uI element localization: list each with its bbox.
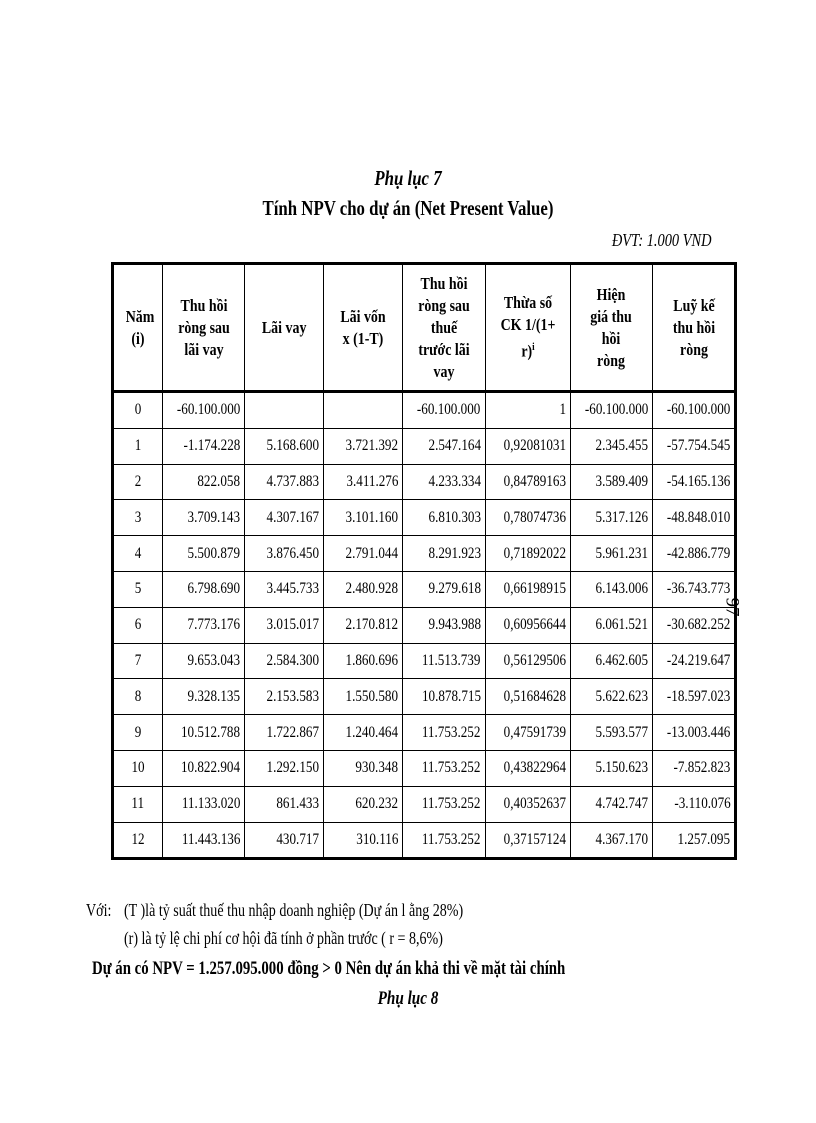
cell-interest-after-tax-value: 930.348	[355, 759, 399, 777]
cell-cumulative-value: -18.597.023	[666, 687, 731, 705]
cell-interest-value: 3.445.733	[266, 580, 320, 598]
cell-interest-value: 3.015.017	[266, 616, 320, 634]
cell-year-value: 0	[134, 401, 142, 419]
header-net-recovery-before-interest-label: Thu hồi ròng sau thuế trước lãi vay	[418, 273, 470, 381]
cell-discount-factor	[485, 715, 570, 751]
cell-cumulative	[652, 536, 735, 572]
cell-net-recovery-before-interest	[403, 643, 485, 679]
npv-table-body	[113, 392, 736, 859]
cell-net-recovery-before-interest	[403, 715, 485, 751]
cell-net-recovery-after-interest-value: 11.443.136	[181, 830, 241, 848]
cell-net-recovery-after-interest-value: 5.500.879	[187, 544, 241, 562]
table-header-row	[113, 264, 736, 392]
cell-interest	[245, 500, 324, 536]
cell-interest	[245, 536, 324, 572]
cell-present-value-value: 5.593.577	[595, 723, 648, 741]
cell-discount-factor-value: 0,66198915	[503, 580, 566, 598]
cell-net-recovery-before-interest-value: 10.878.715	[421, 687, 481, 705]
cell-interest-after-tax-value: 2.480.928	[345, 580, 399, 598]
cell-interest-after-tax	[324, 643, 403, 679]
cell-interest-value: 2.153.583	[266, 687, 320, 705]
cell-interest-after-tax-value: 1.860.696	[345, 651, 399, 669]
cell-year	[113, 607, 163, 643]
cell-discount-factor	[485, 643, 570, 679]
cell-interest-after-tax	[324, 786, 403, 822]
cell-year-value: 1	[134, 437, 142, 455]
cell-cumulative	[652, 392, 735, 429]
cell-year	[113, 464, 163, 500]
cell-present-value-value: 6.143.006	[595, 580, 648, 598]
cell-cumulative-value: -30.682.252	[666, 616, 731, 634]
cell-interest-value: 430.717	[276, 830, 320, 848]
cell-net-recovery-before-interest	[403, 822, 485, 859]
cell-net-recovery-before-interest-value: 11.753.252	[422, 830, 481, 848]
header-interest	[245, 264, 324, 392]
cell-discount-factor	[485, 392, 570, 429]
note-discount-rate: (r) là tỷ lệ chi phí cơ hội đã tính ở phần trước ( r = 8,6%)	[124, 928, 443, 948]
cell-cumulative-value: -3.110.076	[673, 795, 731, 813]
cell-present-value-value: -60.100.000	[584, 401, 648, 419]
cell-net-recovery-before-interest	[403, 464, 485, 500]
cell-discount-factor-value: 0,78074736	[503, 508, 566, 526]
cell-net-recovery-before-interest	[403, 750, 485, 786]
cell-present-value	[570, 500, 652, 536]
cell-interest-after-tax	[324, 464, 403, 500]
cell-interest-value: 1.292.150	[266, 759, 320, 777]
cell-discount-factor	[485, 607, 570, 643]
table-row	[113, 428, 736, 464]
cell-net-recovery-after-interest	[163, 679, 245, 715]
cell-present-value	[570, 715, 652, 751]
cell-present-value	[570, 607, 652, 643]
cell-net-recovery-after-interest	[163, 428, 245, 464]
cell-present-value-value: 3.589.409	[595, 472, 648, 490]
cell-interest-after-tax-value: 2.170.812	[345, 616, 399, 634]
cell-interest-value: 1.722.867	[266, 723, 320, 741]
table-row	[113, 392, 736, 429]
cell-interest	[245, 822, 324, 859]
cell-interest	[245, 428, 324, 464]
cell-year-value: 12	[131, 830, 145, 848]
cell-present-value	[570, 571, 652, 607]
cell-year-value: 2	[134, 472, 142, 490]
cell-discount-factor	[485, 464, 570, 500]
cell-year-value: 7	[134, 651, 142, 669]
cell-interest-after-tax	[324, 607, 403, 643]
cell-interest-after-tax	[324, 536, 403, 572]
cell-net-recovery-after-interest-value: -60.100.000	[176, 401, 241, 419]
cell-net-recovery-before-interest-value: -60.100.000	[417, 401, 481, 419]
cell-cumulative	[652, 428, 735, 464]
table-row	[113, 571, 736, 607]
cell-present-value-value: 4.367.170	[595, 830, 648, 848]
cell-year	[113, 428, 163, 464]
cell-interest-after-tax-value: 3.411.276	[346, 472, 399, 490]
cell-discount-factor	[485, 500, 570, 536]
cell-net-recovery-after-interest	[163, 392, 245, 429]
header-discount-factor	[485, 264, 570, 392]
cell-cumulative	[652, 822, 735, 859]
cell-year-value: 9	[134, 723, 142, 741]
table-row	[113, 715, 736, 751]
cell-interest-after-tax	[324, 679, 403, 715]
cell-present-value	[570, 392, 652, 429]
cell-interest-after-tax-value: 310.116	[356, 830, 399, 848]
cell-cumulative-value: -42.886.779	[666, 544, 731, 562]
cell-interest	[245, 750, 324, 786]
cell-present-value	[570, 536, 652, 572]
header-interest-after-tax	[324, 264, 403, 392]
cell-net-recovery-after-interest-value: 10.512.788	[181, 723, 241, 741]
cell-net-recovery-after-interest-value: 6.798.690	[187, 580, 241, 598]
cell-present-value-value: 5.317.126	[595, 508, 648, 526]
cell-year-value: 11	[131, 795, 145, 813]
cell-discount-factor	[485, 750, 570, 786]
cell-cumulative-value: -24.219.647	[666, 651, 731, 669]
cell-net-recovery-before-interest-value: 8.291.923	[428, 544, 481, 562]
cell-interest	[245, 607, 324, 643]
cell-interest-after-tax-value: 3.721.392	[345, 437, 399, 455]
cell-year	[113, 571, 163, 607]
document-title: Tính NPV cho dự án (Net Present Value)	[262, 196, 554, 220]
cell-net-recovery-before-interest	[403, 607, 485, 643]
cell-net-recovery-after-interest-value: 10.822.904	[181, 759, 241, 777]
header-discount-factor-text: Thừa số CK 1/(1+ r)	[500, 293, 556, 361]
cell-net-recovery-before-interest-value: 2.547.164	[428, 437, 481, 455]
cell-interest	[245, 679, 324, 715]
header-discount-factor-label	[493, 292, 562, 363]
cell-interest-after-tax	[324, 571, 403, 607]
cell-interest-after-tax	[324, 750, 403, 786]
cell-net-recovery-before-interest-value: 6.810.303	[428, 508, 481, 526]
cell-cumulative	[652, 786, 735, 822]
appendix-title: Phụ lục 7	[374, 166, 442, 190]
cell-cumulative-value: -36.743.773	[666, 580, 731, 598]
cell-net-recovery-after-interest	[163, 536, 245, 572]
cell-interest-after-tax	[324, 428, 403, 464]
cell-present-value	[570, 464, 652, 500]
cell-discount-factor-value: 0,47591739	[503, 723, 566, 741]
table-row	[113, 500, 736, 536]
header-net-recovery-after-interest	[163, 264, 245, 392]
cell-net-recovery-after-interest	[163, 500, 245, 536]
cell-net-recovery-after-interest-value: 11.133.020	[181, 795, 241, 813]
cell-net-recovery-before-interest-value: 11.753.252	[422, 723, 481, 741]
cell-net-recovery-before-interest	[403, 500, 485, 536]
cell-cumulative	[652, 715, 735, 751]
cell-interest-after-tax	[324, 392, 403, 429]
cell-year-value: 3	[134, 508, 142, 526]
cell-interest-after-tax-value: 1.240.464	[345, 723, 399, 741]
cell-discount-factor-value: 0,60956644	[503, 616, 566, 634]
cell-net-recovery-after-interest	[163, 822, 245, 859]
cell-interest	[245, 464, 324, 500]
cell-cumulative-value: -48.848.010	[666, 508, 731, 526]
cell-cumulative-value: -54.165.136	[666, 472, 731, 490]
table-row	[113, 822, 736, 859]
cell-net-recovery-after-interest-value: 7.773.176	[187, 616, 241, 634]
page-number: 97	[721, 597, 743, 617]
cell-discount-factor-value: 0,40352637	[503, 795, 566, 813]
table-row	[113, 786, 736, 822]
cell-net-recovery-after-interest	[163, 607, 245, 643]
cell-year	[113, 715, 163, 751]
header-net-recovery-before-interest	[403, 264, 485, 392]
cell-net-recovery-after-interest-value: 9.653.043	[187, 651, 241, 669]
cell-discount-factor-value: 1	[559, 401, 566, 419]
cell-present-value-value: 6.061.521	[595, 616, 648, 634]
header-cumulative	[652, 264, 735, 392]
cell-cumulative-value: -7.852.823	[673, 759, 731, 777]
npv-table	[111, 262, 737, 860]
cell-cumulative-value: -13.003.446	[666, 723, 731, 741]
table-row	[113, 643, 736, 679]
cell-discount-factor	[485, 536, 570, 572]
cell-cumulative	[652, 750, 735, 786]
header-present-value-label: Hiện giá thu hồi ròng	[590, 284, 633, 370]
cell-interest-after-tax-value: 620.232	[355, 795, 399, 813]
cell-interest	[245, 786, 324, 822]
cell-net-recovery-before-interest-value: 11.513.739	[422, 651, 481, 669]
cell-net-recovery-after-interest	[163, 750, 245, 786]
cell-present-value	[570, 822, 652, 859]
cell-net-recovery-after-interest	[163, 786, 245, 822]
cell-present-value-value: 4.742.747	[595, 795, 648, 813]
cell-interest	[245, 715, 324, 751]
cell-net-recovery-after-interest-value: 3.709.143	[187, 508, 241, 526]
unit-label: ĐVT: 1.000 VND	[612, 230, 712, 250]
cell-interest-after-tax-value: 1.550.580	[345, 687, 399, 705]
header-year-label: Năm (i)	[125, 306, 155, 348]
table-row	[113, 750, 736, 786]
cell-year-value: 5	[134, 580, 142, 598]
cell-cumulative-value: -60.100.000	[666, 401, 731, 419]
cell-net-recovery-after-interest	[163, 715, 245, 751]
cell-year	[113, 750, 163, 786]
cell-net-recovery-after-interest	[163, 464, 245, 500]
cell-present-value-value: 5.961.231	[595, 544, 648, 562]
table-row	[113, 607, 736, 643]
cell-net-recovery-before-interest-value: 11.753.252	[422, 795, 481, 813]
cell-year-value: 6	[134, 616, 142, 634]
cell-interest	[245, 392, 324, 429]
cell-discount-factor-value: 0,37157124	[503, 830, 566, 848]
cell-interest-value: 4.307.167	[266, 508, 320, 526]
cell-discount-factor	[485, 571, 570, 607]
header-present-value	[570, 264, 652, 392]
header-discount-factor-exponent: i	[531, 341, 535, 354]
cell-present-value-value: 5.150.623	[595, 759, 648, 777]
cell-present-value	[570, 786, 652, 822]
cell-year	[113, 822, 163, 859]
header-cumulative-label: Luỹ kế thu hồi ròng	[672, 295, 715, 359]
next-appendix-title: Phụ lục 8	[377, 988, 439, 1009]
cell-interest	[245, 571, 324, 607]
cell-present-value	[570, 679, 652, 715]
cell-interest-value: 3.876.450	[266, 544, 320, 562]
cell-present-value	[570, 643, 652, 679]
npv-conclusion: Dự án có NPV = 1.257.095.000 đồng > 0 Nên dự án khả thi về mặt tài chính	[92, 958, 566, 979]
cell-present-value-value: 2.345.455	[595, 437, 648, 455]
table-row	[113, 464, 736, 500]
cell-net-recovery-after-interest-value: -1.174.228	[183, 437, 241, 455]
cell-net-recovery-before-interest	[403, 786, 485, 822]
header-net-recovery-after-interest-label: Thu hồi ròng sau lãi vay	[177, 295, 230, 359]
cell-net-recovery-before-interest-value: 9.279.618	[428, 580, 481, 598]
cell-present-value-value: 6.462.605	[595, 651, 648, 669]
cell-discount-factor-value: 0,84789163	[503, 472, 566, 490]
cell-interest-value: 4.737.883	[266, 472, 320, 490]
cell-year	[113, 536, 163, 572]
header-year	[113, 264, 163, 392]
table-row	[113, 679, 736, 715]
cell-year-value: 10	[131, 759, 145, 777]
cell-discount-factor-value: 0,71892022	[503, 544, 566, 562]
cell-interest-after-tax-value: 2.791.044	[345, 544, 399, 562]
cell-interest	[245, 643, 324, 679]
note-tax-rate: (T )là tỷ suất thuế thu nhập doanh nghiệp (Dự án l ằng 28%)	[124, 900, 464, 920]
cell-year	[113, 643, 163, 679]
cell-interest-after-tax	[324, 822, 403, 859]
cell-year-value: 4	[134, 544, 142, 562]
cell-cumulative-value: 1.257.095	[677, 830, 731, 848]
cell-year-value: 8	[134, 687, 142, 705]
cell-interest-value: 5.168.600	[266, 437, 320, 455]
cell-discount-factor	[485, 822, 570, 859]
cell-net-recovery-before-interest	[403, 679, 485, 715]
cell-year	[113, 392, 163, 429]
cell-discount-factor-value: 0,92081031	[503, 437, 566, 455]
cell-net-recovery-after-interest-value: 9.328.135	[187, 687, 241, 705]
cell-interest-after-tax	[324, 715, 403, 751]
cell-net-recovery-before-interest	[403, 536, 485, 572]
cell-discount-factor	[485, 786, 570, 822]
cell-net-recovery-after-interest	[163, 571, 245, 607]
cell-present-value-value: 5.622.623	[595, 687, 648, 705]
table-row	[113, 536, 736, 572]
cell-net-recovery-before-interest-value: 4.233.334	[428, 472, 481, 490]
cell-present-value	[570, 428, 652, 464]
cell-net-recovery-after-interest	[163, 643, 245, 679]
cell-cumulative-value: -57.754.545	[666, 437, 731, 455]
cell-interest-after-tax-value: 3.101.160	[345, 508, 399, 526]
note-prefix: Với:	[86, 900, 112, 920]
cell-discount-factor-value: 0,51684628	[503, 687, 566, 705]
header-interest-label: Lãi vay	[262, 317, 307, 337]
cell-interest-value: 2.584.300	[266, 651, 320, 669]
cell-net-recovery-before-interest-value: 11.753.252	[422, 759, 481, 777]
cell-present-value	[570, 750, 652, 786]
cell-cumulative	[652, 464, 735, 500]
cell-net-recovery-before-interest	[403, 428, 485, 464]
cell-discount-factor-value: 0,56129506	[503, 651, 566, 669]
cell-net-recovery-before-interest-value: 9.943.988	[428, 616, 481, 634]
cell-net-recovery-before-interest	[403, 392, 485, 429]
cell-net-recovery-after-interest-value: 822.058	[197, 472, 241, 490]
cell-interest-value: 861.433	[276, 795, 320, 813]
cell-discount-factor	[485, 679, 570, 715]
cell-cumulative	[652, 500, 735, 536]
cell-year	[113, 500, 163, 536]
header-interest-after-tax-label: Lãi vốn x (1-T)	[340, 306, 386, 348]
cell-year	[113, 679, 163, 715]
cell-cumulative	[652, 679, 735, 715]
cell-year	[113, 786, 163, 822]
cell-cumulative	[652, 643, 735, 679]
cell-interest-after-tax	[324, 500, 403, 536]
cell-discount-factor	[485, 428, 570, 464]
cell-net-recovery-before-interest	[403, 571, 485, 607]
cell-discount-factor-value: 0,43822964	[503, 759, 566, 777]
